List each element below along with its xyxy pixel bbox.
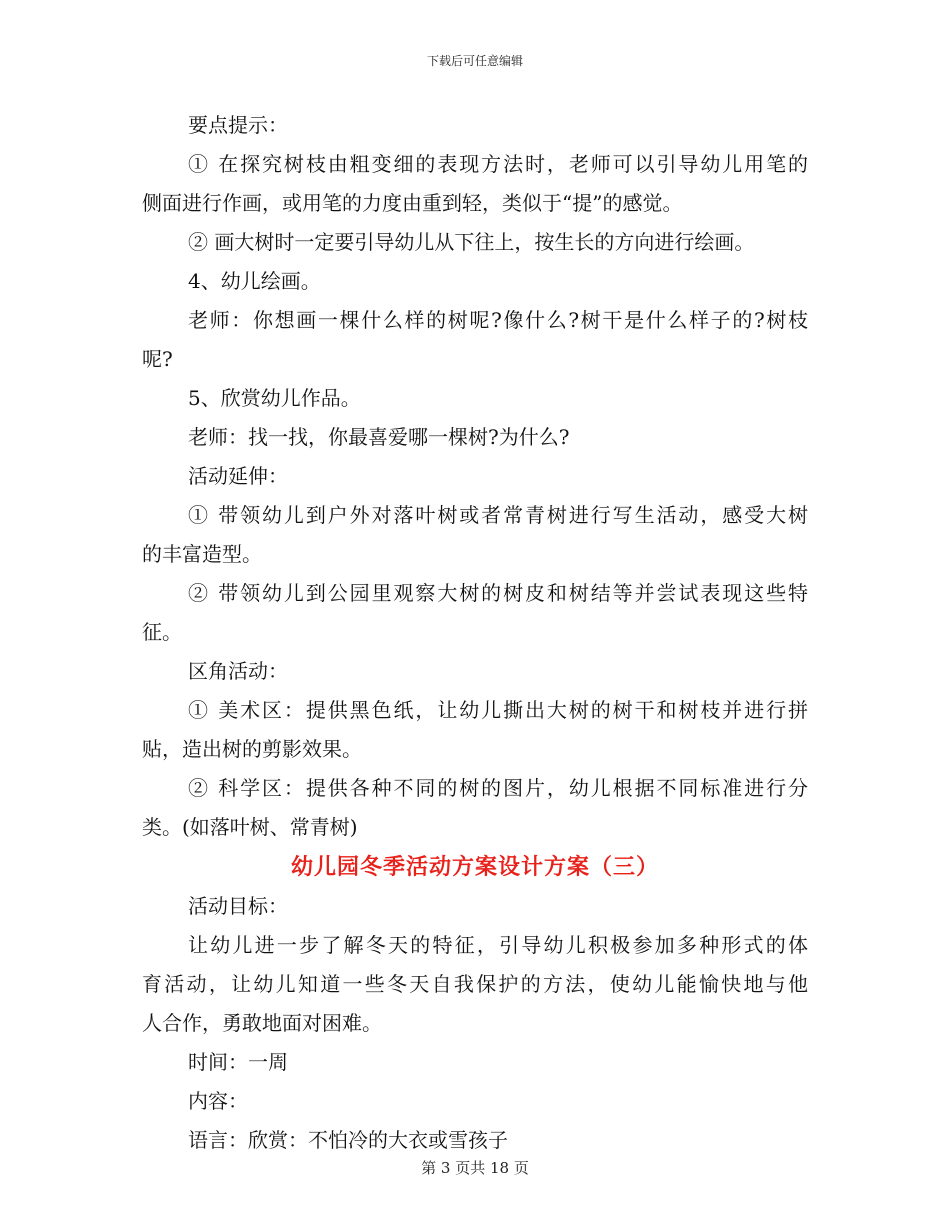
paragraph-line: ② 画大树时一定要引导幼儿从下往上，按生长的方向进行绘画。 (188, 230, 755, 254)
paragraph-line: ① 带领幼儿到户外对落叶树或者常青树进行写生活动，感受大树 (188, 503, 808, 527)
paragraph-line: 的丰富造型。 (142, 542, 262, 566)
text-block-winter-activity (142, 887, 808, 1160)
paragraph-line: 内容： (188, 1089, 248, 1113)
text-block-tree-drawing (142, 106, 808, 847)
paragraph-line: ② 带领幼儿到公园里观察大树的树皮和树结等并尝试表现这些特 (188, 581, 808, 605)
paragraph-line: ② 科学区：提供各种不同的树的图片，幼儿根据不同标准进行分 (188, 776, 808, 800)
paragraph-line: 育活动，让幼儿知道一些冬天自我保护的方法，使幼儿能愉快地与他 (142, 972, 808, 996)
paragraph-line: 老师：你想画一棵什么样的树呢?像什么?树干是什么样子的?树枝 (188, 308, 808, 332)
paragraph-line: 要点提示： (188, 113, 288, 137)
paragraph-line: 人合作，勇敢地面对困难。 (142, 1011, 382, 1035)
paragraph-line: 类。(如落叶树、常青树) (142, 815, 358, 839)
page-footer: 第 3 页共 18 页 (421, 1159, 529, 1177)
paragraph-line: 贴，造出树的剪影效果。 (142, 737, 362, 761)
paragraph-line: 侧面进行作画，或用笔的力度由重到轻，类似于“提”的感觉。 (142, 191, 683, 215)
paragraph-line: 老师：找一找，你最喜爱哪一棵树?为什么? (188, 425, 570, 449)
section-title: 幼儿园冬季活动方案设计方案（三） (290, 854, 659, 880)
paragraph-line: ① 在探究树枝由粗变细的表现方法时，老师可以引导幼儿用笔的 (188, 152, 808, 176)
paragraph-line: 语言：欣赏：不怕冷的大衣或雪孩子 (188, 1128, 508, 1152)
paragraph-line: ① 美术区：提供黑色纸，让幼儿撕出大树的树干和树枝并进行拼 (188, 698, 808, 722)
paragraph-line: 让幼儿进一步了解冬天的特征，引导幼儿积极参加多种形式的体 (188, 933, 808, 957)
paragraph-line: 呢? (142, 347, 173, 371)
paragraph-line: 区角活动： (188, 659, 288, 683)
paragraph-line: 4、幼儿绘画。 (188, 269, 321, 293)
document-body (142, 106, 808, 1160)
paragraph-line: 活动目标： (188, 894, 288, 918)
paragraph-line: 时间：一周 (188, 1050, 288, 1074)
paragraph-line: 活动延伸： (188, 464, 288, 488)
paragraph-line: 征。 (142, 620, 182, 644)
paragraph-line: 5、欣赏幼儿作品。 (188, 386, 361, 410)
page-header: 下载后可任意编辑 (426, 54, 523, 68)
